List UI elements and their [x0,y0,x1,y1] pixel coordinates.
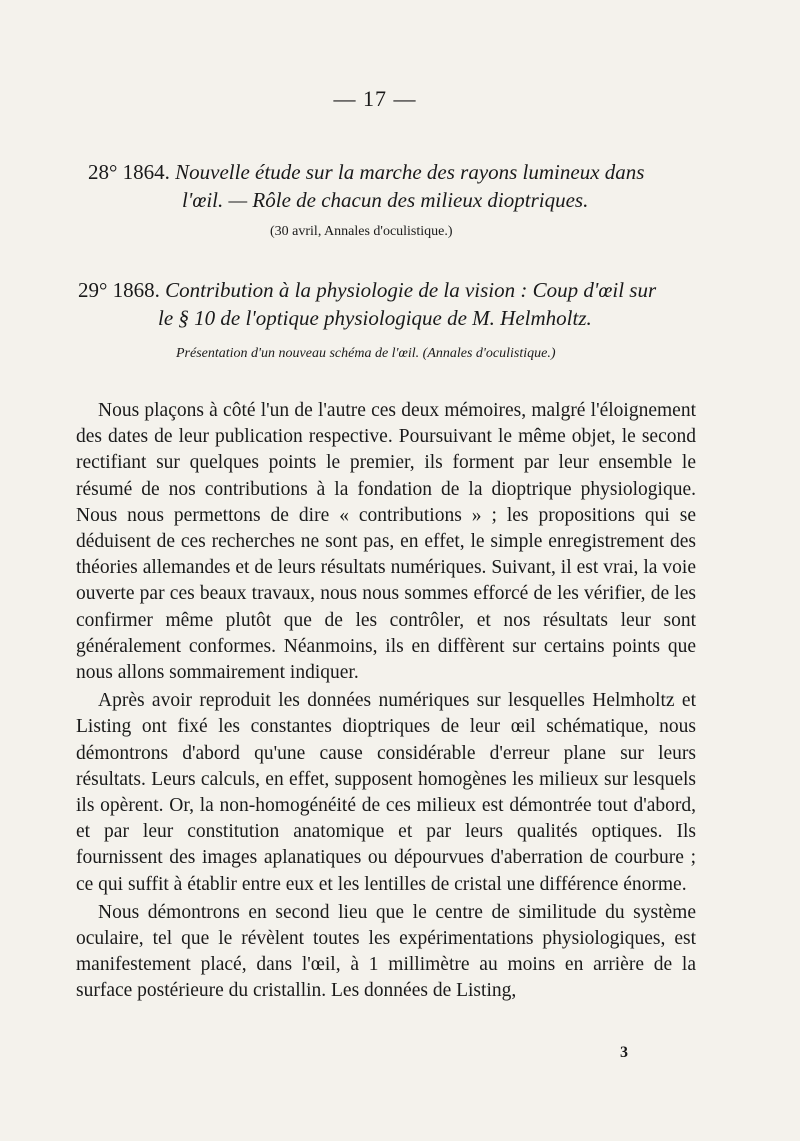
entry-source: Présentation d'un nouveau schéma de l'œil. (Annales d'oculistique.) [176,346,556,361]
entry-title-line1: Nouvelle étude sur la marche des rayons lumineux dans [175,160,645,184]
body-text [76,398,696,1007]
bibliography-entry-28 [88,158,728,214]
entry-title-line2: le § 10 de l'optique physiologique de M. Helmholtz. [158,306,592,330]
paragraph: Nous démontrons en second lieu que le centre de similitude du système oculaire, tel que le révèlent toutes les expérimentations physiologiques, est manifestement placé, dans l'œil, à 1 millimètre au moins en arrière de la surface postérieure du cristallin. Les données de Listing, [76,901,696,1002]
paragraph: Nous plaçons à côté l'un de l'autre ces deux mémoires, malgré l'éloignement des dates de leur publication respective. Poursuivant le même objet, le second rectifiant sur quelques points le premier, ils forment par leur ensemble le résumé de nos contributions à la fondation de la dioptrique physiologique. Nous nous permettons de dire « contributions » ; les propositions qui se déduisent de ces recherches ne sont pas, en effet, le simple enregistrement des théories allemandes et de leurs résultats numériques. Suivant, il est vrai, la voie ouverte par ces beaux travaux, nous nous sommes efforcé de les vérifier, de les confirmer même plutôt que de les contrôler, et nos résultats leur sont généralement conformes. Néanmoins, ils en diffèrent sur certains points que nous allons sommairement indiquer. [76,400,696,684]
entry-number: 28° 1864. [88,160,170,184]
entry-source: (30 avril, Annales d'oculistique.) [270,224,453,239]
entry-title-line2: l'œil. — Rôle de chacun des milieux dioptriques. [182,188,589,212]
paragraph: Après avoir reproduit les données numériques sur lesquelles Helmholtz et Listing ont fixé les constantes dioptriques de leur œil schématique, nous démontrons d'abord qu'une cause considérable d'erreur plane sur leurs résultats. Leurs calculs, en effet, supposent homogènes les milieux sur lesquels ils opèrent. Or, la non-homogénéité de ces milieux est démontrée tout d'abord, et par leur constitution anatomique et par leurs qualités optiques. Ils fournissent des images aplanatiques ou dépourvues d'aberration de courbure ; ce qui suffit à établir entre eux et les lentilles de cristal une différence énorme. [76,690,696,895]
printer-signature: 3 [620,1044,628,1061]
entry-title-line1: Contribution à la physiologie de la vision : Coup d'œil sur [165,278,657,302]
page-number: — 17 — [333,86,417,111]
bibliography-entry-29 [78,276,738,332]
entry-number: 29° 1868. [78,278,160,302]
